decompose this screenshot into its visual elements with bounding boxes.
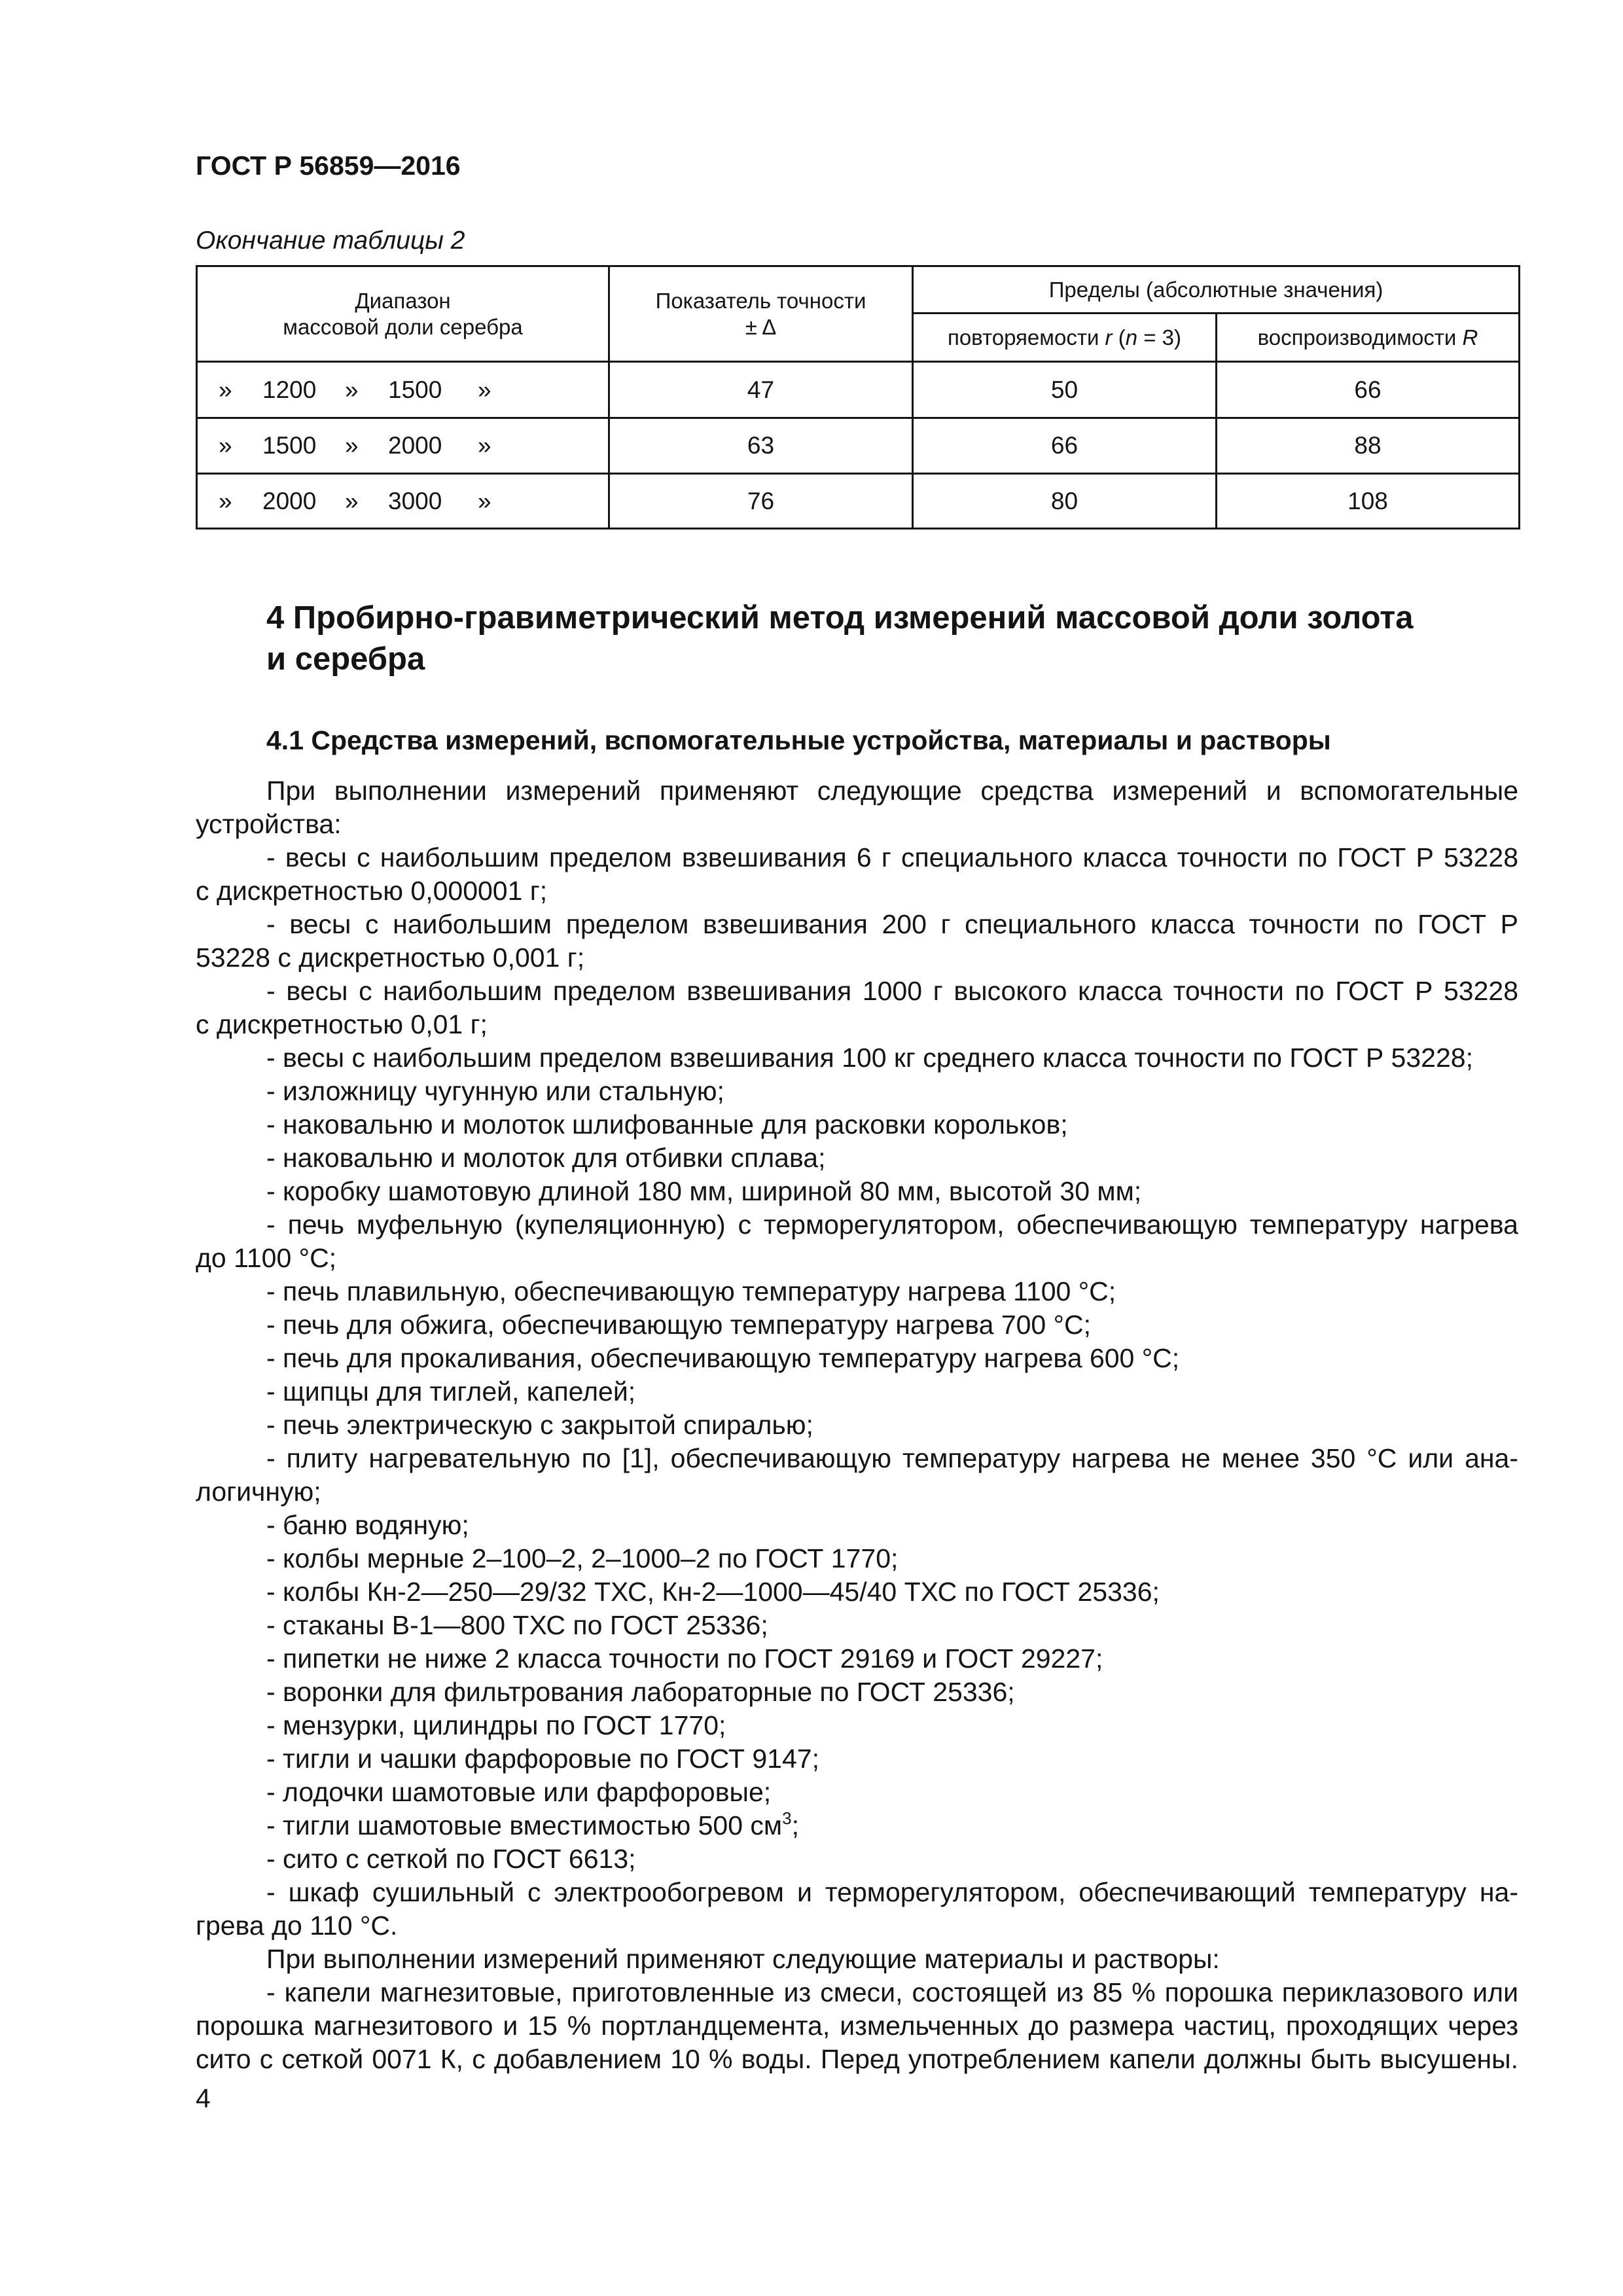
range-cell <box>197 418 609 474</box>
list-item-line: - тигли и чашки фарфоровые по ГОСТ 9147; <box>266 1744 819 1774</box>
equipment-item <box>196 1709 1518 1742</box>
header-range-line: массовой доли серебра <box>283 314 523 339</box>
range-from: 2000 <box>262 487 317 514</box>
list-item-line: логичную; <box>196 1477 321 1507</box>
equipment-item <box>196 1041 1518 1075</box>
list-item-line: - печь для обжига, обеспечивающую температуру нагрева 700 °С; <box>266 1310 1092 1340</box>
equipment-item <box>196 1108 1518 1141</box>
equipment-item <box>196 1642 1518 1676</box>
equipment-item <box>196 1876 1518 1943</box>
header-accuracy-line: ± Δ <box>745 314 777 339</box>
symbol-r: r <box>1105 325 1113 350</box>
ditto-mark: » <box>219 432 232 459</box>
equipment-item <box>196 1442 1518 1509</box>
page-number: 4 <box>196 2083 211 2113</box>
accuracy-cell: 47 <box>609 362 913 418</box>
range-to: 1500 <box>388 376 442 403</box>
header-text: = 3) <box>1137 325 1182 350</box>
list-item-line: 53228 с дискретностью 0,001 г; <box>196 942 585 973</box>
list-item-line: сито с сеткой 0071 К, с добавлением 10 % воды. Перед употреблением капели должны быть высушены. <box>196 2044 1518 2074</box>
list-item-line: с дискретностью 0,000001 г; <box>196 876 548 906</box>
document-id: ГОСТ Р 56859—2016 <box>196 151 461 181</box>
header-repeatability <box>913 314 1217 362</box>
body-text <box>196 774 1518 2076</box>
list-item-line: - весы с наибольшим пределом взвешивания 100 кг среднего класса точности по ГОСТ Р 53228; <box>266 1043 1473 1073</box>
list-item-line: - воронки для фильтрования лабораторные по ГОСТ 25336; <box>266 1677 1015 1707</box>
equipment-item <box>196 1609 1518 1642</box>
list-item-line: - пипетки не ниже 2 класса точности по ГОСТ 29169 и ГОСТ 29227; <box>266 1643 1103 1674</box>
section-title <box>266 598 1414 680</box>
list-item-line: - колбы мерные 2–100–2, 2–1000–2 по ГОСТ 1770; <box>266 1543 899 1573</box>
equipment-item <box>196 1375 1518 1408</box>
list-item-line: - весы с наибольшим пределом взвешивания 6 г специального класса точности по ГОСТ Р 53228 <box>266 842 1518 872</box>
symbol-R: R <box>1462 325 1478 350</box>
list-item-text: ; <box>791 1810 799 1840</box>
equipment-item <box>196 1408 1518 1442</box>
list-item-line: - щипцы для тиглей, капелей; <box>266 1376 636 1407</box>
list-item-line: до 1100 °С; <box>196 1243 337 1273</box>
list-item-line: - весы с наибольшим пределом взвешивания 1000 г высокого класса точности по ГОСТ Р 53228 <box>266 976 1518 1006</box>
list-item-line: - печь плавильную, обеспечивающую температуру нагрева 1100 °С; <box>266 1276 1116 1306</box>
equipment-item <box>196 1742 1518 1776</box>
equipment-item <box>196 841 1518 908</box>
repeatability-cell: 50 <box>913 362 1217 418</box>
materials-item <box>196 1976 1518 2076</box>
equipment-item <box>196 1575 1518 1609</box>
table-caption: Окончание таблицы 2 <box>196 226 465 255</box>
range-values <box>198 487 608 516</box>
ditto-mark: » <box>219 376 232 403</box>
superscript: 3 <box>782 1808 792 1828</box>
equipment-item <box>196 1809 1518 1842</box>
equipment-item <box>196 1509 1518 1542</box>
intro-paragraph <box>196 774 1518 841</box>
list-item-line: грева до 110 °С. <box>196 1910 398 1941</box>
list-item-line: - колбы Кн-2—250—29/32 ТХС, Кн-2—1000—45/40 ТХС по ГОСТ 25336; <box>266 1577 1160 1607</box>
equipment-item <box>196 1308 1518 1342</box>
list-item-line: - сито с сеткой по ГОСТ 6613; <box>266 1844 636 1874</box>
range-from: 1200 <box>262 376 317 403</box>
range-from: 1500 <box>262 432 317 459</box>
list-item-line: - изложницу чугунную или стальную; <box>266 1076 724 1106</box>
materials-intro-paragraph <box>196 1943 1518 1976</box>
list-item-line: - шкаф сушильный с электрообогревом и терморегулятором, обеспечивающий температуру на- <box>266 1877 1518 1907</box>
header-reproducibility <box>1217 314 1520 362</box>
table-row <box>197 418 1520 474</box>
section-title-line: 4 Пробирно-гравиметрический метод измерений массовой доли золота <box>266 600 1414 636</box>
paragraph-line: При выполнении измерений применяют следующие материалы и растворы: <box>266 1944 1220 1974</box>
table-header-row <box>197 266 1520 314</box>
list-item-line: - печь электрическую с закрытой спиралью; <box>266 1410 813 1440</box>
header-limits: Пределы (абсолютные значения) <box>913 266 1520 314</box>
reproducibility-cell: 88 <box>1217 418 1520 474</box>
repeatability-cell: 80 <box>913 474 1217 529</box>
list-item-line: - капели магнезитовые, приготовленные из смеси, состоящей из 85 % порошка периклазового или <box>266 1977 1518 2007</box>
list-item-line: - печь для прокаливания, обеспечивающую температуру нагрева 600 °С; <box>266 1343 1180 1373</box>
equipment-item <box>196 975 1518 1041</box>
list-item-line: - печь муфельную (купеляционную) с терморегулятором, обеспечивающую температуру нагрева <box>266 1210 1518 1240</box>
equipment-item <box>196 908 1518 975</box>
header-accuracy-line: Показатель точности <box>655 288 866 313</box>
range-to: 3000 <box>388 487 442 514</box>
list-item-line: - стаканы В-1—800 ТХС по ГОСТ 25336; <box>266 1610 768 1640</box>
symbol-n: n <box>1125 325 1138 350</box>
range-values <box>198 431 608 460</box>
accuracy-cell: 76 <box>609 474 913 529</box>
list-item-line: - мензурки, цилиндры по ГОСТ 1770; <box>266 1710 726 1740</box>
equipment-item <box>196 1275 1518 1308</box>
list-item-line: порошка магнезитового и 15 % портландцемента, измельченных до размера частиц, проходящих через <box>196 2011 1518 2041</box>
equipment-item <box>196 1776 1518 1809</box>
paragraph-line: устройства: <box>196 809 342 839</box>
repeatability-cell: 66 <box>913 418 1217 474</box>
header-accuracy <box>609 266 913 362</box>
equipment-item <box>196 1141 1518 1175</box>
table-row <box>197 362 1520 418</box>
ditto-mark: » <box>478 487 491 514</box>
header-range-line: Диапазон <box>355 288 451 313</box>
equipment-item <box>196 1542 1518 1575</box>
list-item-line: - плиту нагревательную по [1], обеспечивающую температуру нагрева не менее 350 °С или ана- <box>266 1443 1518 1473</box>
reproducibility-cell: 108 <box>1217 474 1520 529</box>
list-item-line: - коробку шамотовую длиной 180 мм, шириной 80 мм, высотой 30 мм; <box>266 1176 1142 1206</box>
equipment-item <box>196 1075 1518 1108</box>
table-row <box>197 474 1520 529</box>
subsection-title: 4.1 Средства измерений, вспомогательные устройства, материалы и растворы <box>266 725 1331 755</box>
range-values <box>198 376 608 404</box>
ditto-mark: » <box>219 487 232 514</box>
header-range <box>197 266 609 362</box>
header-text: повторяемости <box>947 325 1105 350</box>
ditto-mark: » <box>478 432 491 459</box>
list-item-line <box>196 1809 1518 1842</box>
ditto-mark: » <box>345 432 359 459</box>
ditto-mark: » <box>345 487 359 514</box>
header-text: ( <box>1112 325 1126 350</box>
list-item-line: - весы с наибольшим пределом взвешивания 200 г специального класса точности по ГОСТ Р <box>266 909 1518 939</box>
equipment-item <box>196 1676 1518 1709</box>
reproducibility-cell: 66 <box>1217 362 1520 418</box>
data-table <box>196 265 1520 529</box>
list-item-line: - лодочки шамотовые или фарфоровые; <box>266 1777 772 1807</box>
range-cell <box>197 474 609 529</box>
equipment-item <box>196 1208 1518 1275</box>
equipment-item <box>196 1842 1518 1876</box>
list-item-line: - наковальню и молоток для отбивки сплава; <box>266 1143 826 1173</box>
list-item-line: с дискретностью 0,01 г; <box>196 1009 488 1039</box>
range-to: 2000 <box>388 432 442 459</box>
ditto-mark: » <box>345 376 359 403</box>
header-text: воспроизводимости <box>1257 325 1463 350</box>
ditto-mark: » <box>478 376 491 403</box>
section-title-line: и серебра <box>266 641 425 677</box>
range-cell <box>197 362 609 418</box>
list-item-text: - тигли шамотовые вместимостью 500 см <box>266 1810 783 1840</box>
accuracy-cell: 63 <box>609 418 913 474</box>
list-item-line: - баню водяную; <box>266 1510 469 1540</box>
paragraph-line: При выполнении измерений применяют следующие средства измерений и вспомогательные <box>266 776 1518 806</box>
equipment-item <box>196 1342 1518 1375</box>
equipment-item <box>196 1175 1518 1208</box>
list-item-line: - наковальню и молоток шлифованные для расковки корольков; <box>266 1109 1068 1139</box>
